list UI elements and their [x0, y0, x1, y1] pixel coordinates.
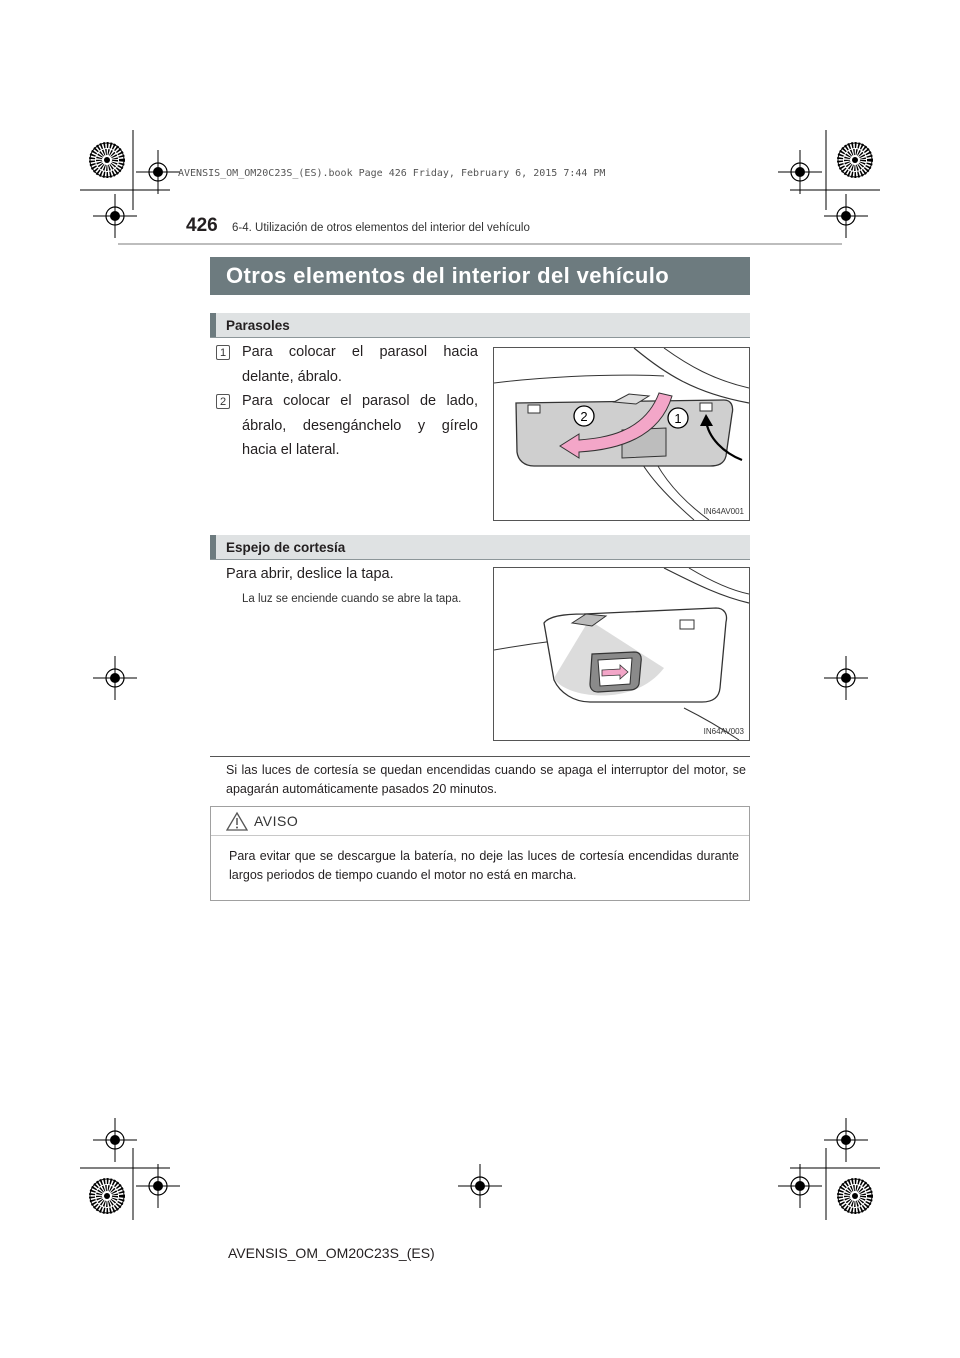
sun-visor-figure [493, 347, 750, 521]
page-title: Otros elementos del interior del vehículo [210, 257, 750, 295]
section-underline [210, 559, 750, 560]
courtesy-light-note: Si las luces de cortesía se quedan encendidas cuando se apaga el interruptor del motor, se apagarán automáticamente pasados 20 minutos. [226, 763, 746, 796]
step-text: Para colocar el parasol hacia delante, ábralo. [242, 344, 478, 385]
espejo-instruction: Para abrir, deslice la tapa. [226, 566, 394, 582]
step-text: Para colocar el parasol de lado, ábralo, desengánchelo y gírelo hacia el lateral. [242, 393, 478, 458]
warning-title: AVISO [254, 813, 299, 829]
section-underline [210, 337, 750, 338]
vanity-mirror-figure [493, 567, 750, 741]
step-number: 2 [216, 394, 230, 409]
warning-header [211, 807, 749, 836]
book-file-line: AVENSIS_OM_OM20C23S_(ES).book Page 426 Friday, February 6, 2015 7:44 PM [178, 168, 606, 179]
callout-1: 1 [674, 411, 682, 426]
vanity-mirror-illustration [494, 568, 749, 740]
section-heading-parasoles: Parasoles [210, 313, 750, 337]
warning-box [210, 806, 750, 901]
section-heading-espejo: Espejo de cortesía [210, 535, 750, 559]
step-number: 1 [216, 345, 230, 360]
espejo-subnote: La luz se enciende cuando se abre la tapa. [242, 593, 462, 605]
warning-text: Para evitar que se descargue la batería, no deje las luces de cortesía encendidas durante largos periodos de tiempo cuando el motor no está en marcha. [229, 849, 739, 882]
figure-code: IN64AV001 [703, 507, 744, 516]
page-number: 426 [186, 215, 218, 236]
figure-code: IN64AV003 [703, 727, 744, 736]
chapter-heading: 6-4. Utilización de otros elementos del interior del vehículo [232, 222, 530, 234]
header-rule [118, 243, 842, 245]
warning-triangle-icon [226, 811, 248, 831]
callout-2: 2 [580, 409, 588, 424]
footer-doc-id: AVENSIS_OM_OM20C23S_(ES) [228, 1245, 435, 1261]
sun-visor-illustration [494, 348, 749, 520]
note-rule [210, 756, 750, 757]
